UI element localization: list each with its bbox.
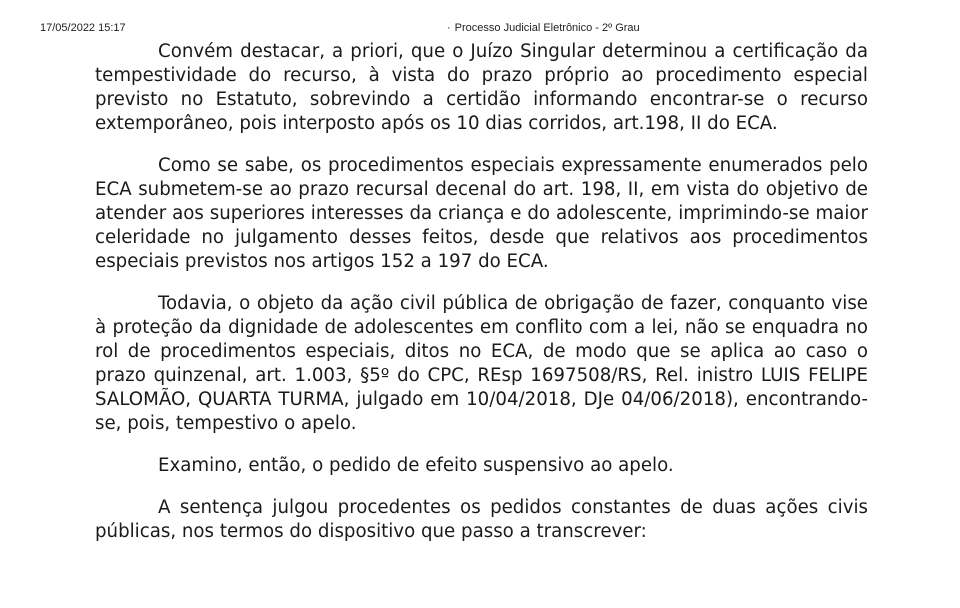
paragraph-tempestividade: Convém destacar, a priori, que o Juízo Singular determinou a certificação da tempestividade do recurso, à vista do prazo próprio ao procedimento especial previsto no Estatuto, sobrevindo a certidão informando encontrar-se o recurso extemporâneo, pois interposto após os 10 dias corridos, art.198, II do ECA. (95, 41, 868, 134)
paragraph-efeito-suspensivo: Examino, então, o pedido de efeito suspensivo ao apelo. (158, 455, 674, 476)
header-title-text: Processo Judicial Eletrônico - 2º Grau (454, 22, 640, 34)
bullet-icon: · (447, 22, 451, 34)
paragraph-sentenca: A sentença julgou procedentes os pedidos constantes de duas ações civis públicas, nos termos do dispositivo que passo a transcrever: (95, 497, 868, 542)
paragraph-prazo-quinzenal: Todavia, o objeto da ação civil pública de obrigação de fazer, conquanto vise à proteção da dignidade de adolescentes em conflito com a lei, não se enquadra no rol de procedimentos especiais, ditos no ECA, de modo que se aplica ao caso o prazo quinzenal, art. 1.003, §5º do CPC, REsp 1697508/RS, Rel. inistro LUIS FELIPE SALOMÃO, QUARTA TURMA, julgado em 10/04/2018, DJe 04/06/2018), encontrando-se, pois, tempestivo o apelo. (95, 293, 868, 434)
document-body (95, 40, 868, 544)
paragraph-procedimentos-especiais: Como se sabe, os procedimentos especiais expressamente enumerados pelo ECA submetem-se ao prazo recursal decenal do art. 198, II, em vista do objetivo de atender aos superiores interesses da criança e do adolescente, imprimindo-se maior celeridade no julgamento desses feitos, desde que relativos aos procedimentos especiais previstos nos artigos 152 a 197 do ECA. (95, 155, 868, 272)
print-timestamp: 17/05/2022 15:17 (40, 22, 126, 34)
document-header-title (447, 22, 640, 34)
